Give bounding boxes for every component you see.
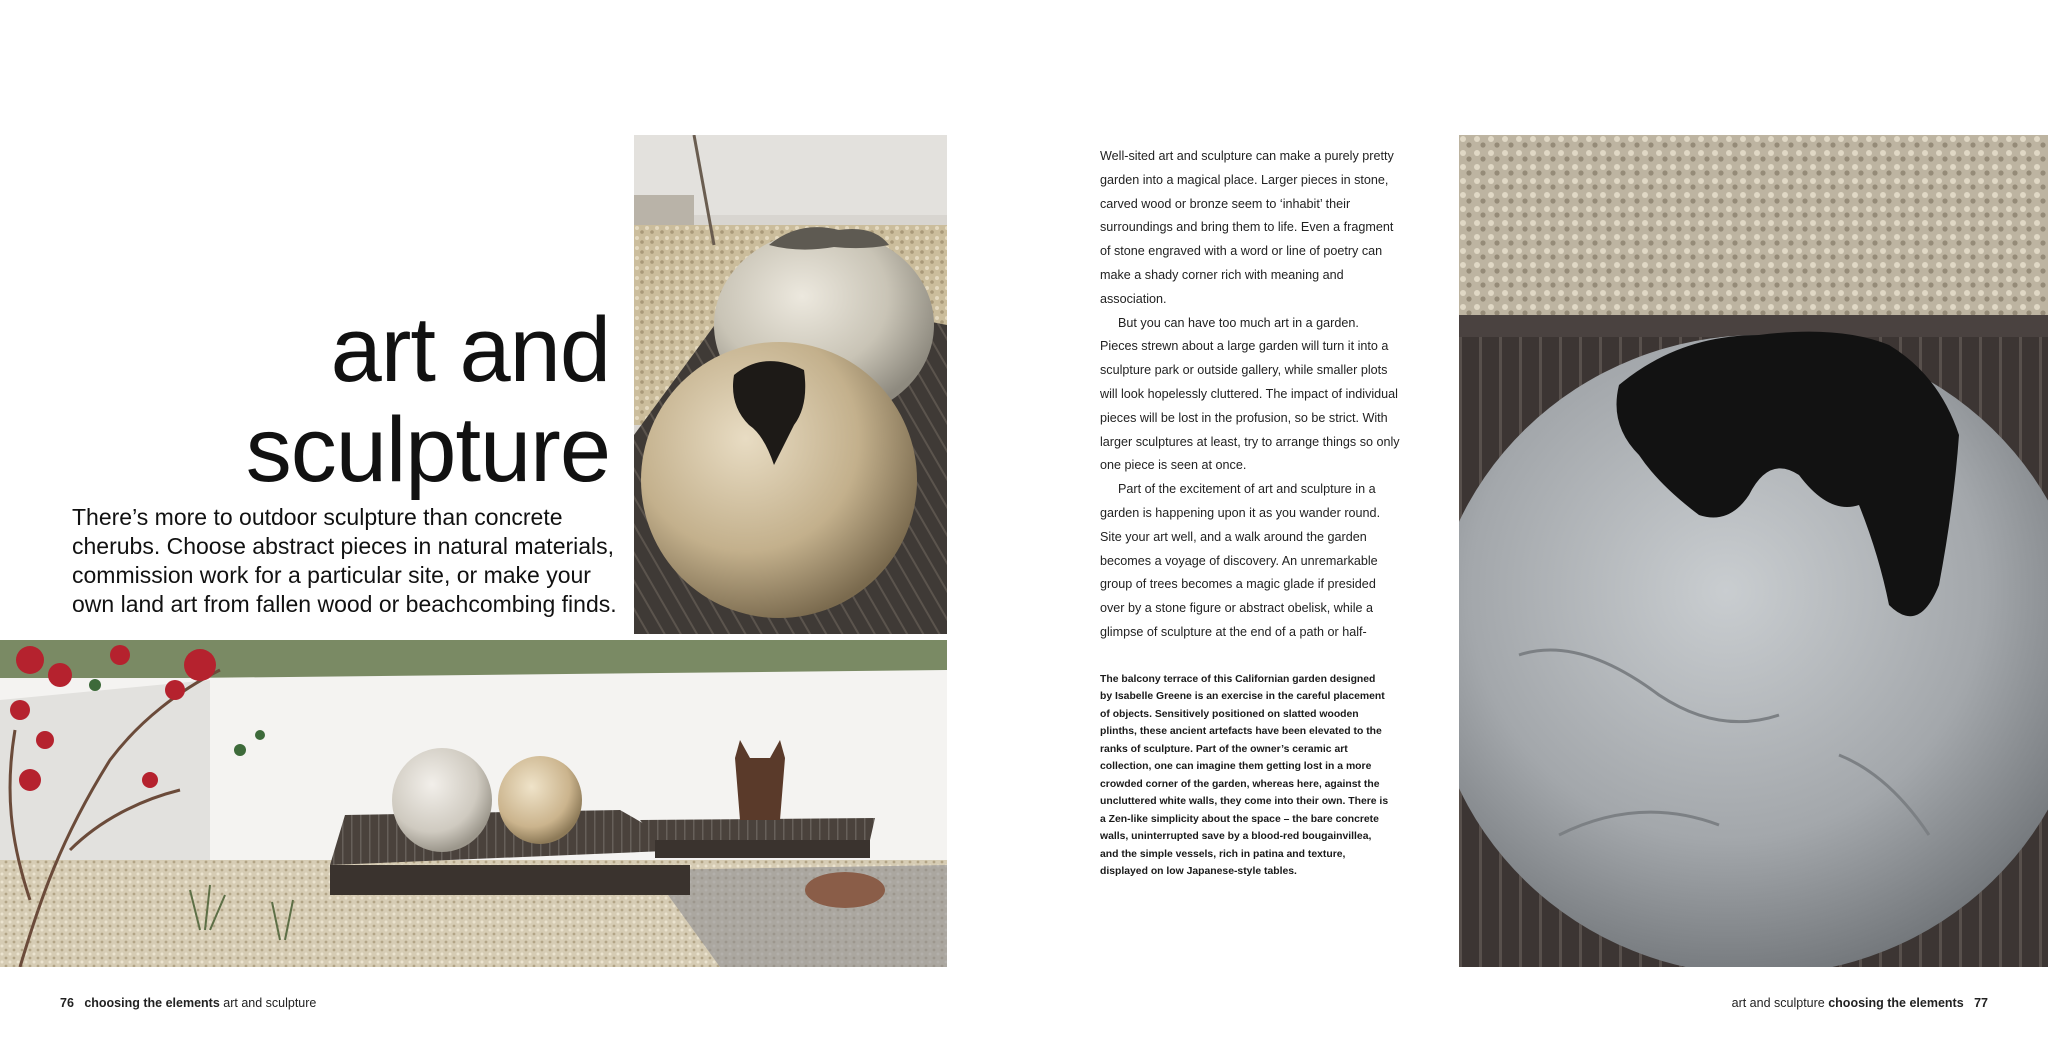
page-number-left: 76 [60, 996, 74, 1010]
footer-right-section: choosing the elements [1828, 996, 1964, 1010]
photo-stone-spheres-illustration [634, 135, 947, 634]
footer-right-topic: art and sculpture [1731, 996, 1825, 1010]
footer-left [60, 996, 316, 1010]
footer-left-topic: art and sculpture [223, 996, 317, 1010]
page-title [180, 300, 610, 500]
photo-terrace-illustration [0, 640, 947, 967]
page-number-right: 77 [1974, 996, 1988, 1010]
body-text [1100, 145, 1400, 645]
body-paragraph-2: But you can have too much art in a garden. Pieces strewn about a large garden will turn it into a sculpture park or outside gallery, while smaller plots will look hopelessly cluttered. The impact of individual pieces will be lost in the profusion, so be strict. With larger sculptures at least, try to arrange things so only one piece is seen at once. [1100, 315, 1400, 473]
page-title-line2: sculpture [245, 399, 610, 501]
body-paragraph-1: Well-sited art and sculpture can make a purely pretty garden into a magical place. Larger pieces in stone, carved wood or bronze seem to ‘inhabit’ their surroundings and bring them to life. Even a fragment of stone engraved with a word or line of poetry can make a shady corner rich with meaning and association. [1100, 149, 1394, 306]
photo-balcony-terrace [0, 640, 947, 967]
body-paragraph-3: Part of the excitement of art and sculpture in a garden is happening upon it as you wander round. Site your art well, and a walk around the garden becomes a voyage of discovery. An unremarkable group of trees becomes a magic glade if presided over by a stone figure or abstract obelisk, while a glimpse of sculpture at the end of a path or half- [1100, 482, 1381, 639]
photo-sphere-closeup-illustration [1459, 135, 2048, 967]
page-title-line1: art and [330, 299, 610, 401]
intro-paragraph: There’s more to outdoor sculpture than concrete cherubs. Choose abstract pieces in natural materials, commission work for a particular site, or make your own land art from fallen wood or beachcombing finds. [72, 504, 617, 617]
photo-caption: The balcony terrace of this Californian garden designed by Isabelle Greene is an exercise in the careful placement of objects. Sensitively positioned on slatted wooden plinths, these ancient artefacts have been elevated to the ranks of sculpture. Part of the owner’s ceramic art collection, one can imagine them getting lost in a more crowded corner of the garden, whereas here, against the uncluttered white walls, they come into their own. There is a Zen-like simplicity about the space – the bare concrete walls, uninterrupted save by a blood-red bougainvillea, and the simple vessels, rich in patina and texture, displayed on low Japanese-style tables. [1100, 674, 1389, 877]
photo-cracked-sphere-closeup [1459, 135, 2048, 967]
photo-stone-spheres-on-deck [634, 135, 947, 634]
footer-left-section: choosing the elements [84, 996, 220, 1010]
footer-right [1732, 996, 1988, 1010]
